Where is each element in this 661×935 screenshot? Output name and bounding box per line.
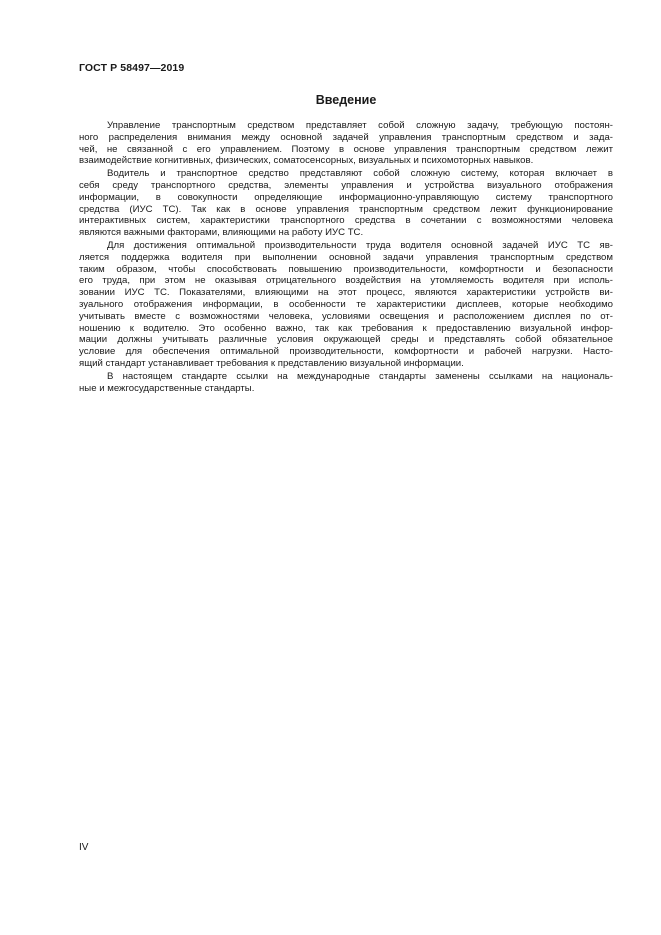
text-line: являются важными факторами, влияющими на работу ИУС ТС. [79,227,364,239]
paragraph-1 [79,120,613,167]
text-line: информации, в совокупности определяющие информационно-управляющую систему транспортного [79,191,613,203]
text-line: взаимодействие когнитивных, физических, соматосенсорных, визуальных и психомоторных навыков. [79,155,534,167]
text-line: ного распределения внимания между основной задачей управления транспортным средством и зада- [79,131,613,143]
text-line: Управление транспортным средством представляет собой сложную задачу, требующую постоян- [107,120,613,131]
text-line: себя среду транспортного средства, элементы управления и устройства визуального отображения [79,179,613,191]
section-title: Введение [315,93,377,107]
text-line: ящий стандарт устанавливает требования к представлению визуальной информации. [79,357,464,369]
text-line: интерактивных систем, характеристики транспортного средства в сочетании с возможностями человека [79,215,613,227]
text-line: учитывать вместе с возможностями человека, условиями освещения и расположением дисплея по от- [79,310,613,322]
text-line: его труда, при этом не оказывая отрицательного воздействия на утомляемость водителя при исполь- [79,275,613,287]
paragraph-4 [79,371,613,395]
text-line: средства (ИУС ТС). Так как в основе управления транспортным средством лежит функционирование [79,203,613,215]
text-line: Для достижения оптимальной производительности труда водителя основной задачей ИУС ТС яв- [107,239,613,251]
text-line: ные и межгосударственные стандарты. [79,382,255,394]
standard-code-header: ГОСТ Р 58497—2019 [79,62,185,74]
text-line: В настоящем стандарте ссылки на международные стандарты заменены ссылками на националь- [107,370,613,382]
text-line: таким образом, чтобы способствовать повышению производительности, комфортности и безопасности [79,263,613,275]
text-line: ляется поддержка водителя при выполнении основной задачи управления транспортным средством [79,251,613,263]
paragraph-2 [79,168,613,239]
text-line: Водитель и транспортное средство представляют собой сложную систему, которая включает в [107,168,613,180]
text-line: чей, не связанной с его управлением. Поэтому в основе управления транспортным средством лежит [79,143,613,155]
page-number: IV [79,842,89,853]
body-text [79,120,613,395]
paragraph-3 [79,240,613,370]
text-line: зуального отображения информации, в особенности те характеристики дисплеев, которые необходимо [79,298,613,310]
text-line: ношению к водителю. Это особенно важно, так как требования к предоставлению визуальной инфор- [79,322,613,334]
text-line: мации должны учитывать различные условия окружающей среды и представлять собой обязательное [79,334,613,346]
text-line: условие для обеспечения оптимальной производительности, комфортности и рабочей нагрузки. Насто- [79,346,613,358]
text-line: зовании ИУС ТС. Показателями, влияющими на этот процесс, являются характеристики устройств ви- [79,287,613,299]
